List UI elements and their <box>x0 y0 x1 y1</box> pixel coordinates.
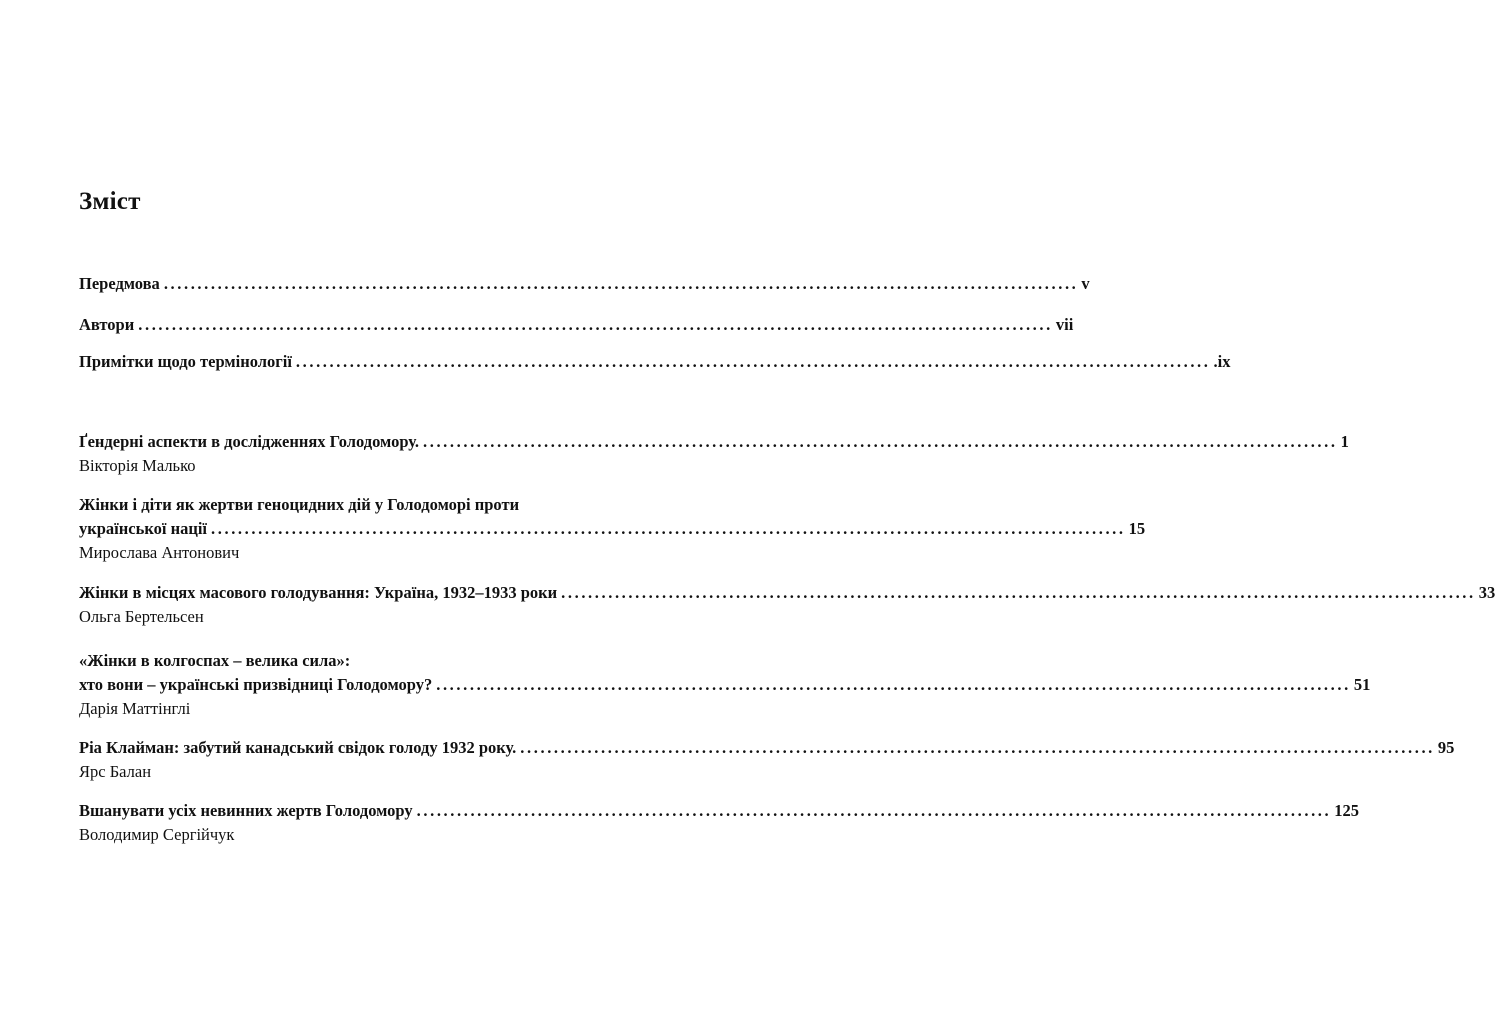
toc-entry-title: української нації <box>79 519 208 538</box>
toc-entry-author: Вікторія Малько <box>79 456 196 475</box>
leader-dots: ........................................................................................................................................ <box>520 738 1435 757</box>
toc-line <box>79 313 1074 337</box>
toc-entry-title-line: Жінки і діти як жертви геноцидних дій у Голодоморі проти <box>79 495 520 514</box>
toc-entry-chapter-2[interactable] <box>79 493 1146 565</box>
toc-entry-terminology[interactable] <box>79 350 1231 374</box>
page-title: Зміст <box>79 188 141 215</box>
toc-page-number: 1 <box>1340 432 1349 451</box>
toc-entry-title: Передмова <box>79 274 160 293</box>
toc-entry-title: Ґендерні аспекти в дослідженнях Голодомору. <box>79 432 419 451</box>
toc-entry-title-line: «Жінки в колгоспах – велика сила»: <box>79 651 351 670</box>
leader-dots: ........................................................................................................................................ <box>423 432 1338 451</box>
leader-dots: ........................................................................................................................................ <box>211 519 1126 538</box>
toc-entry-title: Жінки в місцях масового голодування: Україна, 1932–1933 роки <box>79 583 558 602</box>
toc-page-number: 95 <box>1437 738 1455 757</box>
toc-line <box>79 581 1495 605</box>
toc-page-number: 33 <box>1478 583 1495 602</box>
toc-entry-authors[interactable] <box>79 313 1074 337</box>
toc-page-number: .ix <box>1213 352 1231 371</box>
toc-entry-author: Ярс Балан <box>79 762 152 781</box>
toc-line <box>79 736 1455 760</box>
leader-dots: ........................................................................................................................................ <box>561 583 1476 602</box>
toc-entry-chapter-4[interactable] <box>79 649 1371 721</box>
toc-entry-title: Примітки щодо термінології <box>79 352 292 371</box>
toc-page-number: vii <box>1055 315 1074 334</box>
toc-page-number: 125 <box>1334 801 1359 820</box>
toc-line <box>79 673 1371 697</box>
toc-line <box>79 272 1090 296</box>
toc-entry-title: Автори <box>79 315 135 334</box>
toc-page-number: v <box>1081 274 1090 293</box>
leader-dots: ........................................................................................................................................ <box>295 352 1211 371</box>
toc-entry-author: Мирослава Антонович <box>79 543 240 562</box>
leader-dots: ........................................................................................................................................ <box>138 315 1053 334</box>
toc-entry-chapter-6[interactable] <box>79 799 1359 847</box>
leader-dots: ........................................................................................................................................ <box>436 675 1351 694</box>
toc-entry-title: хто вони – українські призвідниці Голодомору? <box>79 675 433 694</box>
leader-dots: ........................................................................................................................................ <box>416 801 1332 820</box>
toc-line <box>79 517 1146 541</box>
toc-line <box>79 350 1231 374</box>
toc-entry-author: Дарія Маттінглі <box>79 699 191 718</box>
toc-entry-author: Володимир Сергійчук <box>79 825 235 844</box>
toc-entry-chapter-1[interactable] <box>79 430 1349 478</box>
toc-line <box>79 799 1359 823</box>
toc-page-number: 51 <box>1353 675 1371 694</box>
toc-entry-author: Ольга Бертельсен <box>79 607 204 626</box>
toc-page-number: 15 <box>1128 519 1146 538</box>
toc-line <box>79 430 1349 454</box>
toc-entry-title: Ріа Клайман: забутий канадський свідок голоду 1932 року. <box>79 738 517 757</box>
leader-dots: ........................................................................................................................................ <box>163 274 1079 293</box>
toc-entry-chapter-5[interactable] <box>79 736 1455 784</box>
toc-entry-chapter-3[interactable] <box>79 581 1495 629</box>
toc-entry-title: Вшанувати усіх невинних жертв Голодомору <box>79 801 413 820</box>
toc-entry-preface[interactable] <box>79 272 1090 296</box>
